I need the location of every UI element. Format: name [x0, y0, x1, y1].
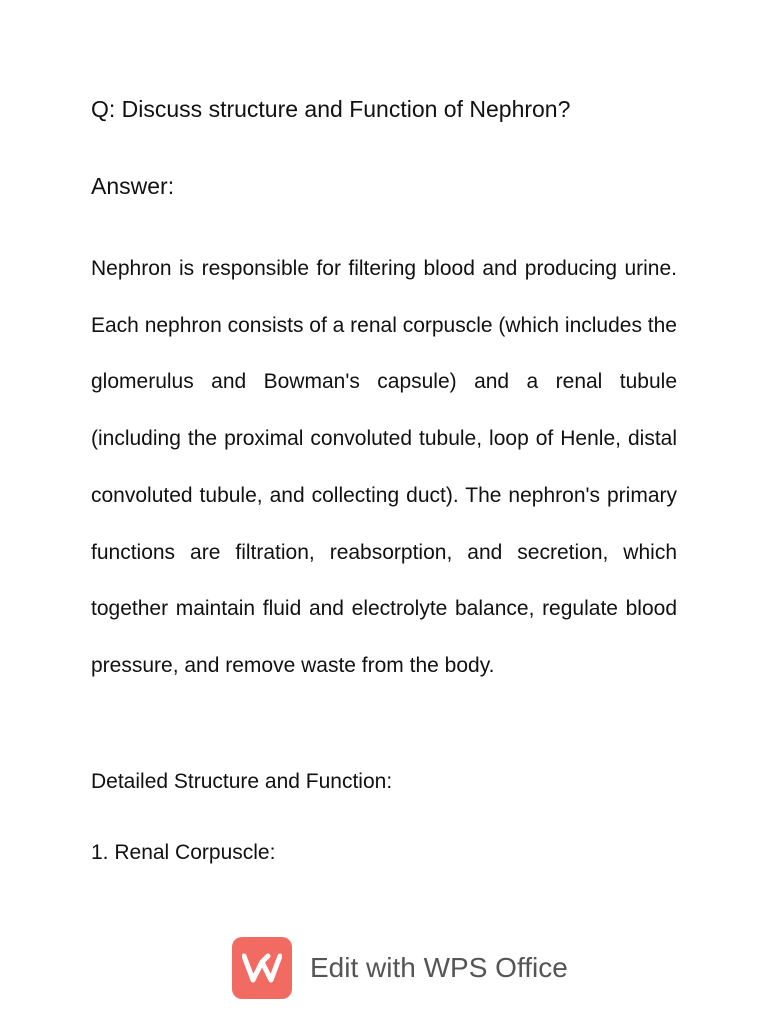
answer-label: Answer: — [91, 173, 175, 199]
question-heading: Q: Discuss structure and Function of Nephron? — [91, 96, 571, 122]
edit-with-wps-label: Edit with WPS Office — [310, 952, 568, 983]
edit-with-wps-button[interactable] — [232, 936, 568, 1000]
list-item-renal-corpuscle: 1. Renal Corpuscle: — [91, 841, 276, 864]
section-heading: Detailed Structure and Function: — [91, 770, 393, 793]
wps-w-glyph-icon — [242, 952, 282, 984]
wps-office-logo-icon — [232, 937, 292, 999]
answer-paragraph: Nephron is responsible for filtering blood and producing urine. Each nephron consists of a renal corpuscle (which includes the glomerulus and Bowman's capsule) and a renal tubule (including the proximal convoluted tubule, loop of Henle, distal convoluted tubule, and collecting duct). The nephron's primary functions are filtration, reabsorption, and secretion, which together maintain fluid and electrolyte balance, regulate blood pressure, and remove waste from the body. — [91, 257, 677, 677]
